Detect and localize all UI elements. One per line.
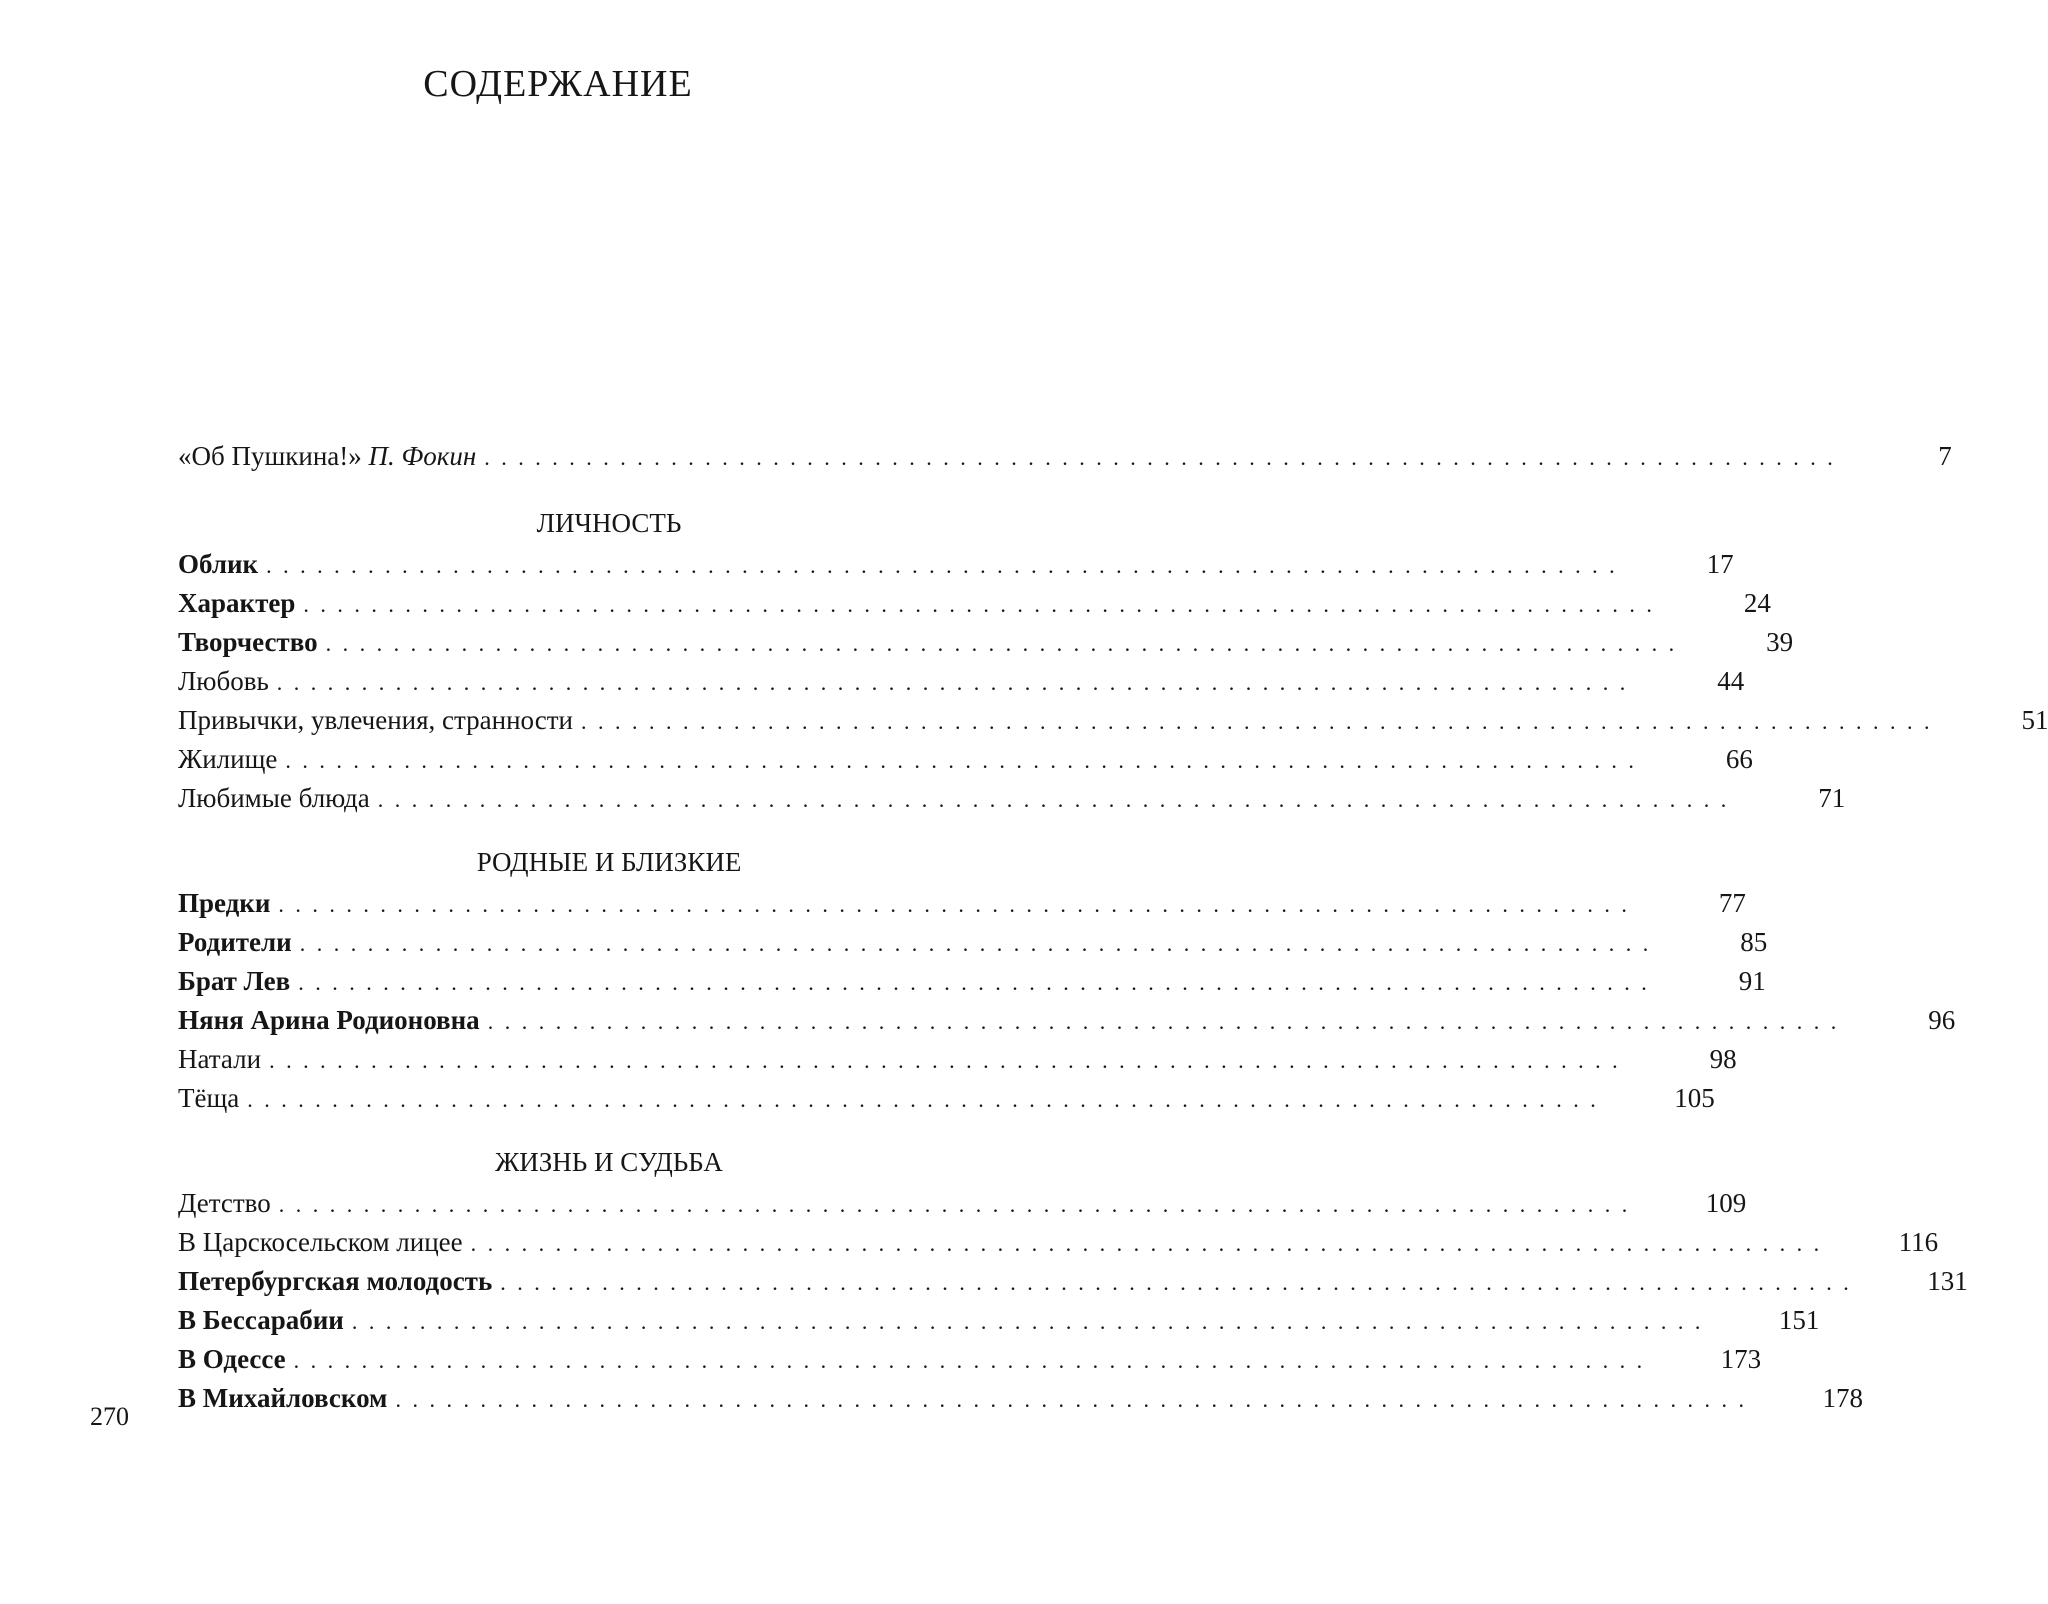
toc-entry-label: Любимые блюда: [178, 783, 370, 813]
toc-entry[interactable]: [178, 927, 1768, 966]
toc-entry-page: 151: [1778, 1305, 1820, 1335]
section-heading: ЖИЗНЬ И СУДЬБА: [495, 1147, 723, 1177]
dot-leader: . . . . . . . . . . . . . . . . . . . . . . . . . . . . . . . . . . . . . . . . . . . . . . . . . . . . . . . . . . . . . . . . . . . . . . . . . . . . . . . .: [303, 592, 1655, 617]
dot-leader: . . . . . . . . . . . . . . . . . . . . . . . . . . . . . . . . . . . . . . . . . . . . . . . . . . . . . . . . . . . . . . . . . . . . . . . . . . . . . . . .: [278, 892, 1630, 917]
dot-leader: . . . . . . . . . . . . . . . . . . . . . . . . . . . . . . . . . . . . . . . . . . . . . . . . . . . . . . . . . . . . . . . . . . . . . . . . . . . . . . . .: [269, 1048, 1621, 1073]
table-of-contents: [178, 441, 2048, 1422]
section-heading: ЛИЧНОСТЬ: [536, 508, 682, 538]
toc-entry-page: 24: [1743, 588, 1771, 618]
toc-entry-page: 105: [1674, 1083, 1715, 1113]
toc-entry-intro[interactable]: [178, 441, 1952, 480]
toc-entry-label: Петербургская молодость: [178, 1266, 493, 1296]
section-heading: РОДНЫЕ И БЛИЗКИЕ: [476, 847, 742, 877]
toc-entry-label: Брат Лев: [178, 966, 291, 996]
toc-entry-page: 7: [1938, 441, 1952, 471]
toc-entry-page: 77: [1718, 888, 1746, 918]
toc-entry-page: 51: [2021, 705, 2048, 735]
toc-entry[interactable]: [178, 549, 1734, 588]
dot-leader: . . . . . . . . . . . . . . . . . . . . . . . . . . . . . . . . . . . . . . . . . . . . . . . . . . . . . . . . . . . . . . . . . . . . . . . . . . . . . . . .: [580, 709, 1933, 734]
toc-entry-page: 109: [1705, 1188, 1747, 1218]
toc-entry-page: 173: [1720, 1344, 1762, 1374]
toc-entry-page: 17: [1706, 549, 1734, 579]
toc-entry[interactable]: [178, 1383, 1863, 1422]
dot-leader: . . . . . . . . . . . . . . . . . . . . . . . . . . . . . . . . . . . . . . . . . . . . . . . . . . . . . . . . . . . . . . . . . . . . . . . . . . . . . . . .: [484, 445, 1836, 470]
toc-entry[interactable]: [178, 1044, 1737, 1083]
toc-entry-label: Родители: [178, 927, 292, 957]
toc-entry[interactable]: [178, 1266, 1968, 1305]
dot-leader: . . . . . . . . . . . . . . . . . . . . . . . . . . . . . . . . . . . . . . . . . . . . . . . . . . . . . . . . . . . . . . . . . . . . . . . . . . . . . . . .: [247, 1087, 1599, 1112]
toc-entry-page: 116: [1898, 1227, 1939, 1257]
toc-entry[interactable]: [178, 627, 1794, 666]
dot-leader: . . . . . . . . . . . . . . . . . . . . . . . . . . . . . . . . . . . . . . . . . . . . . . . . . . . . . . . . . . . . . . . . . . . . . . . . . . . . . . . .: [278, 1192, 1631, 1217]
toc-entry-label: В Царскосельском лицее: [178, 1227, 463, 1257]
toc-entry-page: 131: [1927, 1266, 1968, 1296]
toc-entry[interactable]: [178, 1227, 1939, 1266]
dot-leader: . . . . . . . . . . . . . . . . . . . . . . . . . . . . . . . . . . . . . . . . . . . . . . . . . . . . . . . . . . . . . . . . . . . . . . . . . . . . . . . .: [395, 1387, 1747, 1412]
intro-title: «Об Пушкина!»: [178, 441, 362, 471]
dot-leader: . . . . . . . . . . . . . . . . . . . . . . . . . . . . . . . . . . . . . . . . . . . . . . . . . . . . . . . . . . . . . . . . . . . . . . . . . . . . . . . .: [298, 970, 1650, 995]
toc-entry-label: Творчество: [178, 627, 318, 657]
intro-author: П. Фокин: [368, 441, 477, 471]
toc-entry[interactable]: [178, 588, 1771, 627]
toc-entry-label: В Бессарабии: [178, 1305, 344, 1335]
toc-entry[interactable]: [178, 1083, 1715, 1122]
toc-entry-label: Няня Арина Родионовна: [178, 1005, 480, 1035]
toc-entry[interactable]: [178, 744, 1753, 783]
toc-entry[interactable]: [178, 666, 1745, 705]
dot-leader: . . . . . . . . . . . . . . . . . . . . . . . . . . . . . . . . . . . . . . . . . . . . . . . . . . . . . . . . . . . . . . . . . . . . . . . . . . . . . . . .: [487, 1009, 1840, 1034]
toc-entry-page: 71: [1818, 783, 1846, 813]
toc-entry[interactable]: [178, 783, 1846, 822]
dot-leader: . . . . . . . . . . . . . . . . . . . . . . . . . . . . . . . . . . . . . . . . . . . . . . . . . . . . . . . . . . . . . . . . . . . . . . . . . . . . . . . .: [377, 787, 1730, 812]
toc-entry-label: В Михайловском: [178, 1383, 388, 1413]
dot-leader: . . . . . . . . . . . . . . . . . . . . . . . . . . . . . . . . . . . . . . . . . . . . . . . . . . . . . . . . . . . . . . . . . . . . . . . . . . . . . . . .: [351, 1309, 1704, 1334]
toc-entry-label: Привычки, увлечения, странности: [178, 705, 573, 735]
dot-leader: . . . . . . . . . . . . . . . . . . . . . . . . . . . . . . . . . . . . . . . . . . . . . . . . . . . . . . . . . . . . . . . . . . . . . . . . . . . . . . . .: [299, 931, 1652, 956]
toc-entry-page: 44: [1717, 666, 1745, 696]
page-title: СОДЕРЖАНИЕ: [423, 63, 693, 105]
toc-entry-label: В Одессе: [178, 1344, 286, 1374]
toc-entry-label: Тёща: [178, 1083, 240, 1113]
dot-leader: . . . . . . . . . . . . . . . . . . . . . . . . . . . . . . . . . . . . . . . . . . . . . . . . . . . . . . . . . . . . . . . . . . . . . . . . . . . . . . . .: [266, 553, 1618, 578]
toc-entry-page: 98: [1709, 1044, 1737, 1074]
dot-leader: . . . . . . . . . . . . . . . . . . . . . . . . . . . . . . . . . . . . . . . . . . . . . . . . . . . . . . . . . . . . . . . . . . . . . . . . . . . . . . . .: [500, 1270, 1852, 1295]
toc-entry-page: 66: [1725, 744, 1753, 774]
dot-leader: . . . . . . . . . . . . . . . . . . . . . . . . . . . . . . . . . . . . . . . . . . . . . . . . . . . . . . . . . . . . . . . . . . . . . . . . . . . . . . . .: [276, 670, 1629, 695]
toc-entry-page: 91: [1738, 966, 1766, 996]
toc-entry[interactable]: [178, 1305, 1820, 1344]
toc-entry[interactable]: [178, 888, 1746, 927]
toc-entry-label: Натали: [178, 1044, 262, 1074]
dot-leader: . . . . . . . . . . . . . . . . . . . . . . . . . . . . . . . . . . . . . . . . . . . . . . . . . . . . . . . . . . . . . . . . . . . . . . . . . . . . . . . .: [285, 748, 1637, 773]
toc-entry[interactable]: [178, 1344, 1762, 1383]
dot-leader: . . . . . . . . . . . . . . . . . . . . . . . . . . . . . . . . . . . . . . . . . . . . . . . . . . . . . . . . . . . . . . . . . . . . . . . . . . . . . . . .: [325, 631, 1678, 656]
toc-entry-page: 39: [1766, 627, 1794, 657]
toc-entry-label: Детство: [178, 1188, 271, 1218]
dot-leader: . . . . . . . . . . . . . . . . . . . . . . . . . . . . . . . . . . . . . . . . . . . . . . . . . . . . . . . . . . . . . . . . . . . . . . . . . . . . . . . .: [293, 1348, 1646, 1373]
toc-entry[interactable]: [178, 966, 1766, 1005]
toc-entry-page: 96: [1928, 1005, 1956, 1035]
toc-entry-label: Жилище: [178, 744, 278, 774]
toc-entry-label: Характер: [178, 588, 296, 618]
dot-leader: . . . . . . . . . . . . . . . . . . . . . . . . . . . . . . . . . . . . . . . . . . . . . . . . . . . . . . . . . . . . . . . . . . . . . . . . . . . . . . . .: [470, 1231, 1823, 1256]
toc-entry-page: 85: [1740, 927, 1768, 957]
toc-entry[interactable]: [178, 1188, 1747, 1227]
toc-entry-label: Предки: [178, 888, 271, 918]
toc-entry-label: Любовь: [178, 666, 269, 696]
toc-entry[interactable]: [178, 1005, 1956, 1044]
toc-entry-label: [178, 441, 476, 472]
toc-entry[interactable]: [178, 705, 2048, 744]
toc-entry-label: Облик: [178, 549, 259, 579]
page-number: 270: [90, 1402, 129, 1431]
toc-entry-page: 178: [1822, 1383, 1863, 1413]
